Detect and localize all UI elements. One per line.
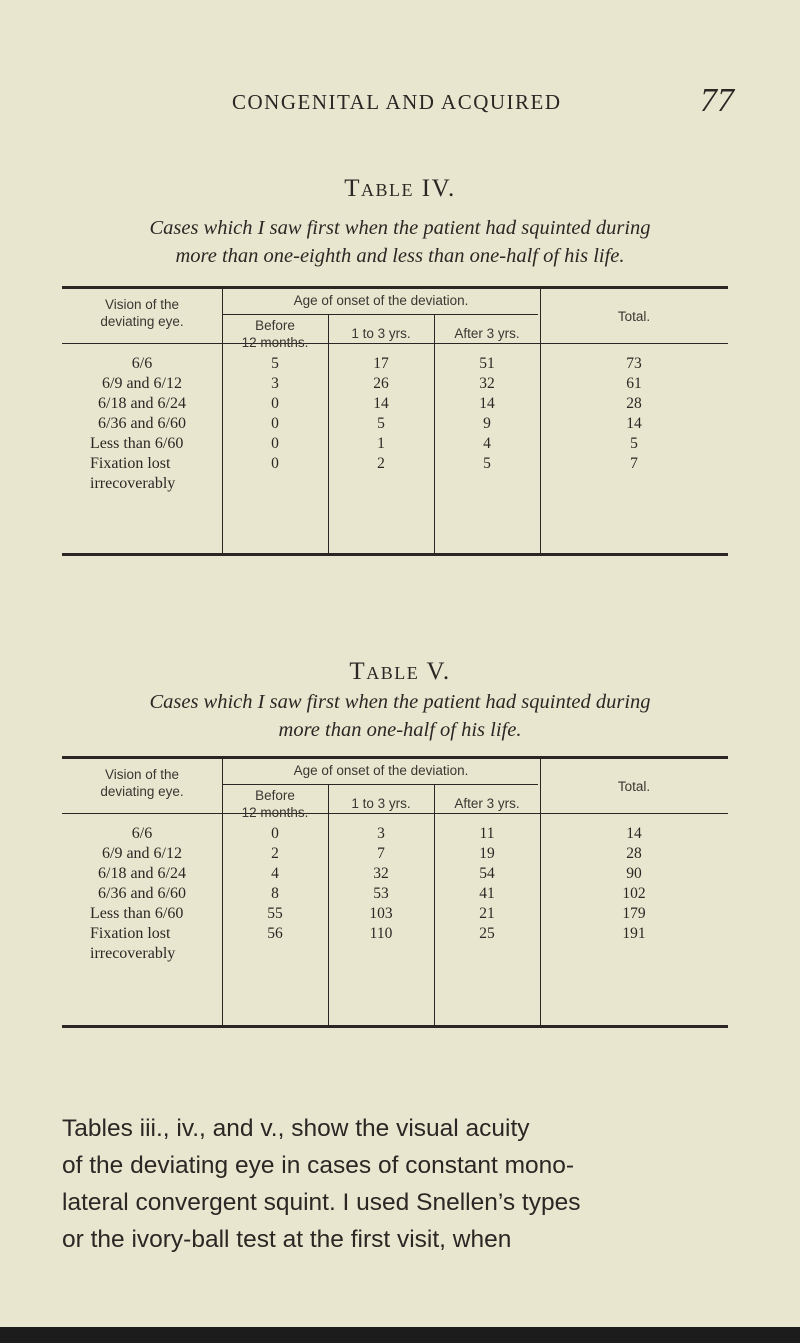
cell-before: 56	[267, 925, 283, 942]
cell-total: 73	[626, 355, 642, 372]
cell-total: 179	[622, 905, 646, 922]
header-1-to-3: 1 to 3 yrs.	[351, 326, 411, 341]
cell-before: 3	[271, 375, 279, 392]
row-label: 6/6	[131, 355, 153, 372]
header-before	[222, 317, 328, 351]
cell-total: 102	[622, 885, 646, 902]
cell-before: 0	[271, 435, 279, 452]
cell-before: 0	[271, 395, 279, 412]
cell-total: 28	[626, 395, 642, 412]
table-v	[62, 756, 728, 1028]
row-label: 6/18 and 6/24	[98, 395, 186, 412]
table-iv-title: Table IV.	[344, 175, 456, 202]
table-rule-top	[62, 286, 728, 289]
row-label: Fixation lost irrecoverably	[90, 455, 176, 492]
header-before-line-1: Before	[255, 318, 295, 333]
header-rule	[62, 813, 728, 814]
header-before-line-2: 12 months.	[241, 805, 309, 820]
table-iv-caption-line-2: more than one-eighth and less than one-half of his life.	[175, 245, 625, 267]
header-vision-line-2: deviating eye.	[100, 314, 184, 329]
table-rule-bottom	[62, 1025, 728, 1028]
table-rule-top	[62, 756, 728, 759]
table-v-caption-line-2: more than one-half of his life.	[278, 719, 522, 741]
header-vision-line-1: Vision of the	[104, 767, 180, 782]
table-iv-caption-line-1: Cases which I saw first when the patient had squinted during	[149, 217, 651, 239]
cell-before: 5	[271, 355, 279, 372]
cell-1-to-3: 103	[369, 905, 393, 922]
cell-1-to-3: 5	[377, 415, 385, 432]
cell-before: 4	[271, 865, 279, 882]
table-iv	[62, 286, 728, 556]
subheader-rule	[222, 784, 538, 785]
cell-after-3: 41	[479, 885, 495, 902]
cell-after-3: 25	[479, 925, 495, 942]
body-line: Tables iii., iv., and v., show the visual acuity	[62, 1115, 530, 1142]
header-vision-line-2: deviating eye.	[100, 784, 184, 799]
row-label: Fixation lost irrecoverably	[90, 925, 176, 962]
cell-total: 14	[626, 415, 642, 432]
cell-after-3: 14	[479, 395, 495, 412]
header-before	[222, 787, 328, 821]
row-label: 6/36 and 6/60	[98, 885, 186, 902]
table-v-caption-line-1: Cases which I saw first when the patient had squinted during	[149, 691, 651, 713]
cell-total: 61	[626, 375, 642, 392]
header-after-3: After 3 yrs.	[454, 326, 520, 341]
cell-after-3: 51	[479, 355, 495, 372]
cell-1-to-3: 110	[369, 925, 393, 942]
row-label: 6/36 and 6/60	[98, 415, 186, 432]
body-line: or the ivory-ball test at the first visit, when	[62, 1226, 512, 1253]
body-line: of the deviating eye in cases of constant mono-	[62, 1152, 575, 1179]
cell-after-3: 54	[479, 865, 495, 882]
header-vision	[62, 296, 222, 330]
cell-before: 0	[271, 825, 279, 842]
cell-after-3: 19	[479, 845, 495, 862]
cell-1-to-3: 2	[377, 455, 385, 472]
row-label: 6/18 and 6/24	[98, 865, 186, 882]
cell-total: 28	[626, 845, 642, 862]
cell-1-to-3: 17	[373, 355, 389, 372]
cell-after-3: 32	[479, 375, 495, 392]
row-label: 6/9 and 6/12	[102, 375, 182, 392]
cell-after-3: 11	[479, 825, 495, 842]
cell-1-to-3: 14	[373, 395, 389, 412]
cell-1-to-3: 3	[377, 825, 385, 842]
header-before-line-1: Before	[255, 788, 295, 803]
body-line: lateral convergent squint. I used Snellen’s types	[62, 1189, 581, 1216]
page-number: 77	[700, 82, 734, 119]
subheader-rule	[222, 314, 538, 315]
row-label: 6/9 and 6/12	[102, 845, 182, 862]
header-age-group: Age of onset of the deviation.	[293, 293, 469, 308]
cell-after-3: 9	[483, 415, 491, 432]
running-head	[0, 82, 800, 122]
header-vision	[62, 766, 222, 800]
cell-after-3: 5	[483, 455, 491, 472]
cell-1-to-3: 1	[377, 435, 385, 452]
cell-after-3: 4	[483, 435, 491, 452]
header-total: Total.	[617, 309, 651, 324]
cell-1-to-3: 32	[373, 865, 389, 882]
cell-1-to-3: 26	[373, 375, 389, 392]
header-before-line-2: 12 months.	[241, 335, 309, 350]
cell-total: 90	[626, 865, 642, 882]
header-1-to-3: 1 to 3 yrs.	[351, 796, 411, 811]
cell-total: 5	[630, 435, 638, 452]
header-total: Total.	[617, 779, 651, 794]
table-rule-bottom	[62, 553, 728, 556]
cell-after-3: 21	[479, 905, 495, 922]
cell-before: 2	[271, 845, 279, 862]
running-head-title: CONGENITAL AND ACQUIRED	[232, 90, 562, 114]
row-label: Less than 6/60	[90, 435, 184, 452]
cell-1-to-3: 7	[377, 845, 385, 862]
cell-total: 7	[630, 455, 638, 472]
table-v-title: Table V.	[349, 658, 451, 685]
header-rule	[62, 343, 728, 344]
header-vision-line-1: Vision of the	[104, 297, 180, 312]
cell-1-to-3: 53	[373, 885, 389, 902]
cell-total: 191	[622, 925, 646, 942]
header-age-group: Age of onset of the deviation.	[293, 763, 469, 778]
cell-total: 14	[626, 825, 642, 842]
cell-before: 0	[271, 415, 279, 432]
cell-before: 55	[267, 905, 283, 922]
header-after-3: After 3 yrs.	[454, 796, 520, 811]
page-bottom-edge	[0, 1327, 800, 1343]
cell-before: 8	[271, 885, 279, 902]
cell-before: 0	[271, 455, 279, 472]
row-label: 6/6	[131, 825, 153, 842]
body-paragraph	[62, 1110, 742, 1258]
row-label: Less than 6/60	[90, 905, 184, 922]
